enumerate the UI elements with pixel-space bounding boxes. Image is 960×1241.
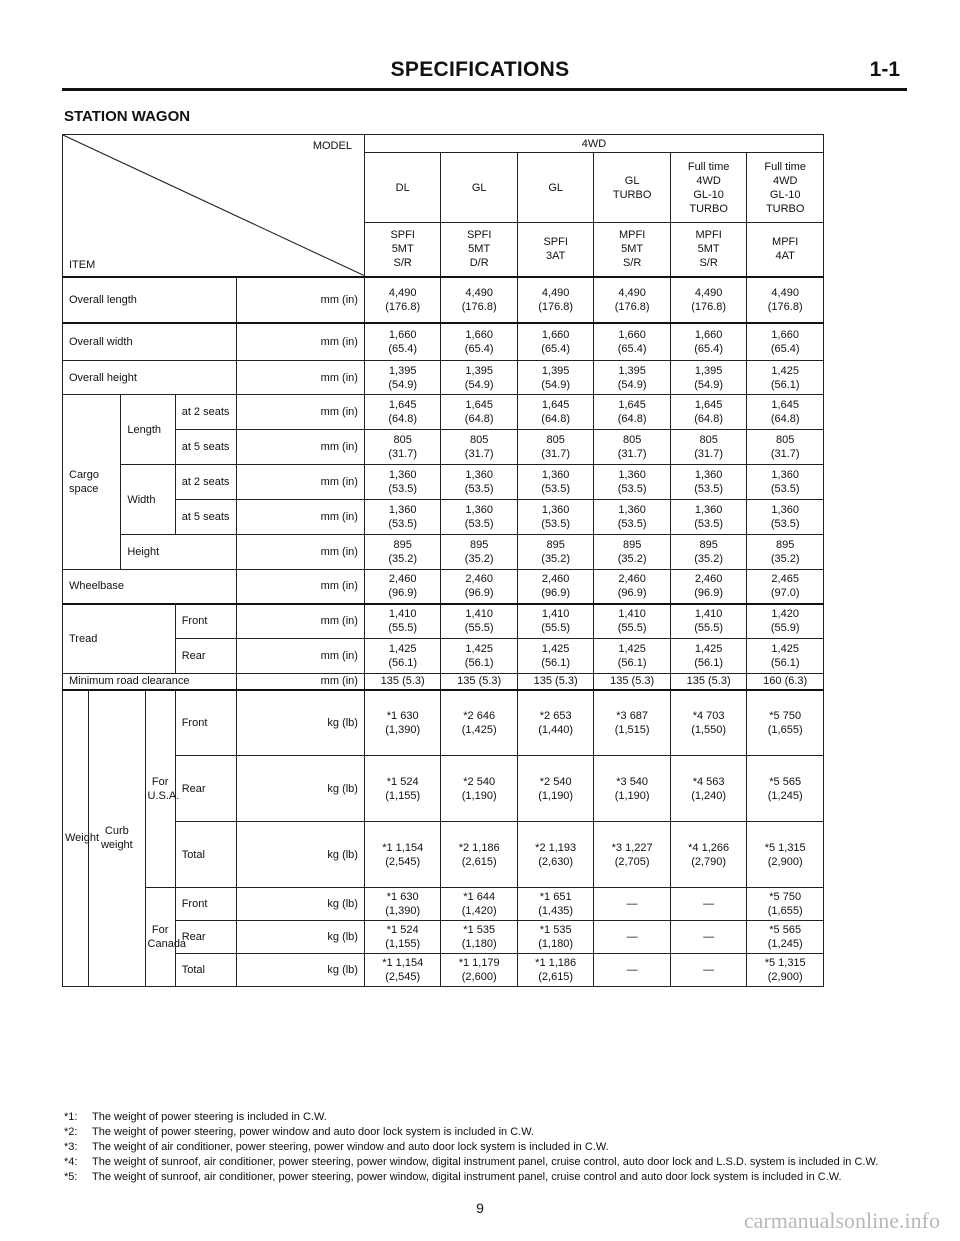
value-cell: 1,410 (55.5) bbox=[670, 604, 746, 639]
table-row bbox=[63, 500, 824, 535]
value-cell: 2,460 (96.9) bbox=[670, 570, 746, 604]
value-cell: 1,645 (64.8) bbox=[670, 395, 746, 430]
unit-label: mm (in) bbox=[237, 395, 365, 430]
table-row bbox=[63, 954, 824, 987]
value-cell: *1 1,154 (2,545) bbox=[364, 954, 440, 987]
value-cell: 1,660 (65.4) bbox=[747, 323, 824, 361]
value-cell: 1,360 (53.5) bbox=[747, 500, 824, 535]
value-cell: *1 651 (1,435) bbox=[517, 888, 593, 921]
row-label: Overall width bbox=[63, 323, 237, 361]
value-cell: 1,425 (56.1) bbox=[670, 639, 746, 674]
value-cell: — bbox=[670, 954, 746, 987]
value-cell: 1,425 (56.1) bbox=[517, 639, 593, 674]
corner-diagonal bbox=[63, 135, 364, 276]
value-cell: *2 646 (1,425) bbox=[441, 690, 517, 756]
row-label: Total bbox=[175, 822, 236, 888]
footnote-key: *4: bbox=[64, 1156, 78, 1168]
table-row bbox=[63, 465, 824, 500]
value-cell: 895 (35.2) bbox=[594, 535, 670, 570]
row-label: Wheelbase bbox=[63, 570, 237, 604]
value-cell: *3 540 (1,190) bbox=[594, 756, 670, 822]
value-cell: 805 (31.7) bbox=[747, 430, 824, 465]
watermark: carmanualsonline.info bbox=[743, 1208, 940, 1233]
value-cell: 895 (35.2) bbox=[441, 535, 517, 570]
unit-label: kg (lb) bbox=[237, 888, 365, 921]
value-cell: 4,490 (176.8) bbox=[747, 277, 824, 323]
page-reference: 1-1 bbox=[869, 58, 900, 81]
value-cell: 895 (35.2) bbox=[747, 535, 824, 570]
value-cell: 2,460 (96.9) bbox=[594, 570, 670, 604]
value-cell: — bbox=[594, 921, 670, 954]
value-cell: 2,465 (97.0) bbox=[747, 570, 824, 604]
footnote-text: The weight of power steering is included in C.W. bbox=[92, 1111, 327, 1123]
value-cell: *5 1,315 (2,900) bbox=[747, 954, 824, 987]
model-header: Full time 4WD GL-10 TURBO bbox=[747, 153, 824, 223]
value-cell: *3 687 (1,515) bbox=[594, 690, 670, 756]
row-label: Minimum road clearance bbox=[63, 674, 237, 690]
value-cell: 1,420 (55.9) bbox=[747, 604, 824, 639]
unit-label: kg (lb) bbox=[237, 921, 365, 954]
footnote-text: The weight of power steering, power window and auto door lock system is included in C.W. bbox=[92, 1126, 535, 1138]
value-cell: 895 (35.2) bbox=[364, 535, 440, 570]
value-cell: 135 (5.3) bbox=[441, 674, 517, 690]
value-cell: 1,660 (65.4) bbox=[517, 323, 593, 361]
value-cell: 135 (5.3) bbox=[517, 674, 593, 690]
value-cell: 1,395 (54.9) bbox=[670, 361, 746, 395]
item-label: ITEM bbox=[69, 258, 96, 271]
footnote-key: *5: bbox=[64, 1171, 78, 1183]
engine-header: MPFI 4AT bbox=[747, 223, 824, 277]
value-cell: *4 563 (1,240) bbox=[670, 756, 746, 822]
value-cell: 805 (31.7) bbox=[441, 430, 517, 465]
row-label: Rear bbox=[175, 756, 236, 822]
table-row bbox=[63, 822, 824, 888]
value-cell: 1,425 (56.1) bbox=[747, 361, 824, 395]
row-label: Curb weight bbox=[89, 690, 145, 987]
value-cell: *4 1,266 (2,790) bbox=[670, 822, 746, 888]
value-cell: 895 (35.2) bbox=[670, 535, 746, 570]
value-cell: *2 1,193 (2,630) bbox=[517, 822, 593, 888]
row-label: at 2 seats bbox=[175, 395, 236, 430]
value-cell: 4,490 (176.8) bbox=[441, 277, 517, 323]
row-label: Overall height bbox=[63, 361, 237, 395]
model-header: Full time 4WD GL-10 TURBO bbox=[670, 153, 746, 223]
value-cell: 1,360 (53.5) bbox=[517, 500, 593, 535]
row-label: Overall length bbox=[63, 277, 237, 323]
value-cell: — bbox=[594, 888, 670, 921]
value-cell: — bbox=[670, 921, 746, 954]
table-row bbox=[63, 674, 824, 690]
value-cell: 1,410 (55.5) bbox=[517, 604, 593, 639]
value-cell: 1,645 (64.8) bbox=[747, 395, 824, 430]
value-cell: 895 (35.2) bbox=[517, 535, 593, 570]
engine-header: SPFI 5MT S/R bbox=[364, 223, 440, 277]
row-label: Rear bbox=[175, 639, 236, 674]
unit-label: mm (in) bbox=[237, 535, 365, 570]
value-cell: 4,490 (176.8) bbox=[670, 277, 746, 323]
value-cell: 1,645 (64.8) bbox=[441, 395, 517, 430]
value-cell: 1,425 (56.1) bbox=[747, 639, 824, 674]
footnote-key: *2: bbox=[64, 1126, 78, 1138]
value-cell: *2 653 (1,440) bbox=[517, 690, 593, 756]
value-cell: *5 565 (1,245) bbox=[747, 921, 824, 954]
value-cell: *1 524 (1,155) bbox=[364, 921, 440, 954]
value-cell: 1,425 (56.1) bbox=[594, 639, 670, 674]
unit-label: kg (lb) bbox=[237, 822, 365, 888]
unit-label: mm (in) bbox=[237, 500, 365, 535]
row-label: at 2 seats bbox=[175, 465, 236, 500]
value-cell: *1 524 (1,155) bbox=[364, 756, 440, 822]
header-rule bbox=[62, 88, 907, 91]
drive-header: 4WD bbox=[364, 135, 823, 153]
row-label: Height bbox=[121, 535, 237, 570]
value-cell: 4,490 (176.8) bbox=[594, 277, 670, 323]
value-cell: 1,360 (53.5) bbox=[594, 500, 670, 535]
table-row bbox=[63, 690, 824, 756]
value-cell: 135 (5.3) bbox=[594, 674, 670, 690]
value-cell: 1,660 (65.4) bbox=[364, 323, 440, 361]
section-title: STATION WAGON bbox=[64, 108, 191, 125]
table-row bbox=[63, 395, 824, 430]
value-cell: 1,395 (54.9) bbox=[594, 361, 670, 395]
footnote bbox=[64, 1140, 904, 1155]
value-cell: 1,410 (55.5) bbox=[364, 604, 440, 639]
engine-header: SPFI 5MT D/R bbox=[441, 223, 517, 277]
value-cell: 805 (31.7) bbox=[594, 430, 670, 465]
unit-label: mm (in) bbox=[237, 465, 365, 500]
unit-label: mm (in) bbox=[237, 430, 365, 465]
value-cell: 1,360 (53.5) bbox=[517, 465, 593, 500]
engine-header: MPFI 5MT S/R bbox=[670, 223, 746, 277]
row-label: Rear bbox=[175, 921, 236, 954]
row-label: Front bbox=[175, 604, 236, 639]
value-cell: 1,645 (64.8) bbox=[594, 395, 670, 430]
value-cell: 1,360 (53.5) bbox=[441, 465, 517, 500]
value-cell: *2 1,186 (2,615) bbox=[441, 822, 517, 888]
value-cell: *5 750 (1,655) bbox=[747, 888, 824, 921]
page-number: 9 bbox=[476, 1200, 484, 1216]
unit-label: kg (lb) bbox=[237, 756, 365, 822]
value-cell: 1,660 (65.4) bbox=[594, 323, 670, 361]
value-cell: *2 540 (1,190) bbox=[441, 756, 517, 822]
value-cell: 1,410 (55.5) bbox=[594, 604, 670, 639]
footnote-text: The weight of air conditioner, power steering, power window and auto door lock system is included in C.W. bbox=[92, 1141, 609, 1153]
value-cell: *5 565 (1,245) bbox=[747, 756, 824, 822]
model-header: GL bbox=[517, 153, 593, 223]
value-cell: 1,645 (64.8) bbox=[517, 395, 593, 430]
value-cell: 1,660 (65.4) bbox=[441, 323, 517, 361]
table-row bbox=[63, 277, 824, 323]
value-cell: *5 1,315 (2,900) bbox=[747, 822, 824, 888]
unit-label: mm (in) bbox=[237, 570, 365, 604]
value-cell: — bbox=[594, 954, 670, 987]
row-label: Total bbox=[175, 954, 236, 987]
value-cell: 1,395 (54.9) bbox=[517, 361, 593, 395]
value-cell: *1 644 (1,420) bbox=[441, 888, 517, 921]
table-row bbox=[63, 535, 824, 570]
value-cell: 805 (31.7) bbox=[670, 430, 746, 465]
value-cell: 4,490 (176.8) bbox=[364, 277, 440, 323]
row-label: at 5 seats bbox=[175, 430, 236, 465]
table-row bbox=[63, 888, 824, 921]
value-cell: *1 1,186 (2,615) bbox=[517, 954, 593, 987]
value-cell: 1,645 (64.8) bbox=[364, 395, 440, 430]
table-row bbox=[63, 361, 824, 395]
header-corner bbox=[63, 135, 365, 277]
value-cell: 1,360 (53.5) bbox=[441, 500, 517, 535]
table-row bbox=[63, 570, 824, 604]
model-header: GL TURBO bbox=[594, 153, 670, 223]
value-cell: 805 (31.7) bbox=[364, 430, 440, 465]
row-label: Front bbox=[175, 690, 236, 756]
value-cell: *1 630 (1,390) bbox=[364, 690, 440, 756]
value-cell: 1,395 (54.9) bbox=[441, 361, 517, 395]
row-label: Front bbox=[175, 888, 236, 921]
unit-label: mm (in) bbox=[237, 361, 365, 395]
value-cell: *5 750 (1,655) bbox=[747, 690, 824, 756]
value-cell: 1,425 (56.1) bbox=[364, 639, 440, 674]
value-cell: 2,460 (96.9) bbox=[364, 570, 440, 604]
footnote bbox=[64, 1155, 904, 1170]
row-label: For Canada bbox=[145, 888, 175, 987]
value-cell: *1 535 (1,180) bbox=[517, 921, 593, 954]
value-cell: 135 (5.3) bbox=[364, 674, 440, 690]
engine-header: SPFI 3AT bbox=[517, 223, 593, 277]
value-cell: *1 535 (1,180) bbox=[441, 921, 517, 954]
value-cell: 2,460 (96.9) bbox=[517, 570, 593, 604]
row-label: For U.S.A. bbox=[145, 690, 175, 888]
row-label: Weight bbox=[63, 690, 89, 987]
table-row bbox=[63, 323, 824, 361]
model-header: DL bbox=[364, 153, 440, 223]
footnote bbox=[64, 1170, 904, 1185]
value-cell: 1,360 (53.5) bbox=[670, 500, 746, 535]
unit-label: mm (in) bbox=[237, 277, 365, 323]
value-cell: 1,425 (56.1) bbox=[441, 639, 517, 674]
footnotes bbox=[64, 1110, 904, 1185]
page-title: SPECIFICATIONS bbox=[390, 58, 570, 81]
value-cell: *1 1,179 (2,600) bbox=[441, 954, 517, 987]
value-cell: 1,360 (53.5) bbox=[364, 465, 440, 500]
table-row bbox=[63, 639, 824, 674]
value-cell: *2 540 (1,190) bbox=[517, 756, 593, 822]
footnote-key: *1: bbox=[64, 1111, 78, 1123]
value-cell: 1,410 (55.5) bbox=[441, 604, 517, 639]
value-cell: — bbox=[670, 888, 746, 921]
value-cell: *3 1,227 (2,705) bbox=[594, 822, 670, 888]
model-header: GL bbox=[441, 153, 517, 223]
footnote-text: The weight of sunroof, air conditioner, power steering, power window, digital instrument panel, cruise control and auto door lock system is included in C.W. bbox=[92, 1171, 842, 1183]
unit-label: mm (in) bbox=[237, 639, 365, 674]
unit-label: mm (in) bbox=[237, 604, 365, 639]
footnote-text: The weight of sunroof, air conditioner, power steering, power window, digital instrument panel, cruise control, auto door lock and L.S.D. system is included in C.W. bbox=[92, 1156, 879, 1168]
row-label: Cargo space bbox=[63, 395, 121, 570]
table-row bbox=[63, 430, 824, 465]
value-cell: *1 1,154 (2,545) bbox=[364, 822, 440, 888]
value-cell: 135 (5.3) bbox=[670, 674, 746, 690]
value-cell: 4,490 (176.8) bbox=[517, 277, 593, 323]
row-label: Width bbox=[121, 465, 175, 535]
value-cell: 1,360 (53.5) bbox=[670, 465, 746, 500]
value-cell: *1 630 (1,390) bbox=[364, 888, 440, 921]
footnote bbox=[64, 1110, 904, 1125]
unit-label: kg (lb) bbox=[237, 690, 365, 756]
value-cell: 160 (6.3) bbox=[747, 674, 824, 690]
row-label: Tread bbox=[63, 604, 176, 674]
value-cell: *4 703 (1,550) bbox=[670, 690, 746, 756]
model-label: MODEL bbox=[312, 140, 352, 152]
footnote-key: *3: bbox=[64, 1141, 78, 1153]
unit-label: kg (lb) bbox=[237, 954, 365, 987]
value-cell: 1,360 (53.5) bbox=[364, 500, 440, 535]
table-row bbox=[63, 604, 824, 639]
value-cell: 1,360 (53.5) bbox=[747, 465, 824, 500]
unit-label: mm (in) bbox=[237, 674, 365, 690]
row-label: at 5 seats bbox=[175, 500, 236, 535]
engine-header: MPFI 5MT S/R bbox=[594, 223, 670, 277]
footnote bbox=[64, 1125, 904, 1140]
value-cell: 1,360 (53.5) bbox=[594, 465, 670, 500]
value-cell: 1,660 (65.4) bbox=[670, 323, 746, 361]
specifications-table bbox=[62, 134, 824, 987]
value-cell: 1,395 (54.9) bbox=[364, 361, 440, 395]
value-cell: 2,460 (96.9) bbox=[441, 570, 517, 604]
unit-label: mm (in) bbox=[237, 323, 365, 361]
row-label: Length bbox=[121, 395, 175, 465]
value-cell: 805 (31.7) bbox=[517, 430, 593, 465]
